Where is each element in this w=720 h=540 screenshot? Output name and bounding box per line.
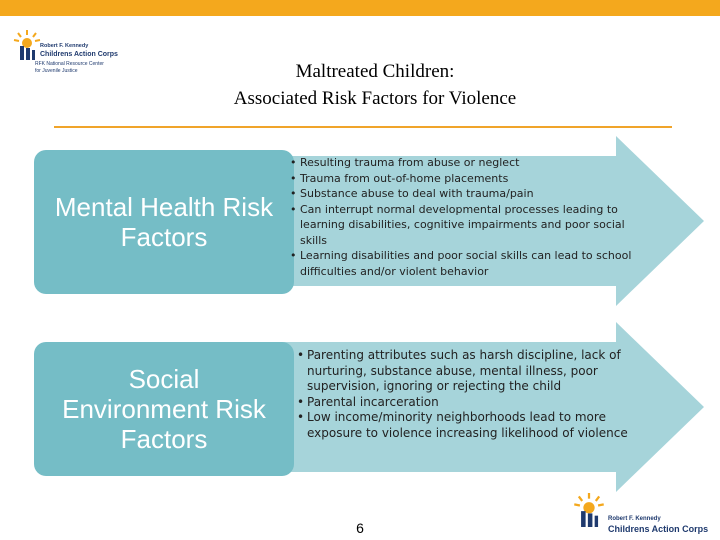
- bullet-item: • Parenting attributes such as harsh discipline, lack of nurturing, substance abuse, mental illness, poor supervision, ignoring or rejecting the child: [297, 348, 643, 395]
- mental-health-box: [34, 150, 294, 294]
- rfk-logo-bottom: [566, 488, 716, 540]
- bullet-item: • Low income/minority neighborhoods lead to more exposure to violence increasing likelihood of violence: [297, 410, 643, 441]
- mental-health-heading: Mental Health Risk Factors: [54, 192, 274, 252]
- sun-family-icon: [572, 490, 606, 530]
- logo-org-line: Childrens Action Corps: [40, 51, 118, 58]
- slide-title: [150, 58, 600, 112]
- logo-subtitle-line: RFK National Resource Center: [35, 61, 104, 67]
- page-number: 6: [356, 520, 364, 536]
- bullet-item: • Trauma from out-of-home placements: [290, 171, 640, 187]
- logo-org-line: Childrens Action Corps: [608, 524, 709, 534]
- title-line-2: Associated Risk Factors for Violence: [233, 88, 517, 109]
- top-accent-bar: [0, 0, 720, 16]
- bullet-item: • Can interrupt normal developmental processes leading to learning disabilities, cognitive impairments and poor social skills: [290, 202, 640, 249]
- social-environment-bullets: [297, 348, 643, 441]
- sun-family-icon: [12, 28, 42, 62]
- social-environment-heading: Social Environment Risk Factors: [62, 364, 266, 454]
- rfk-logo-top: [10, 26, 160, 80]
- mental-health-bullets: [290, 155, 640, 279]
- title-line-1: Maltreated Children:: [295, 61, 455, 82]
- logo-subtitle-line-2: for Juvenile Justice: [35, 68, 78, 74]
- bullet-item: • Substance abuse to deal with trauma/pain: [290, 186, 640, 202]
- logo-name-line: Robert F. Kennedy: [608, 516, 661, 522]
- bullet-item: • Parental incarceration: [297, 395, 643, 411]
- title-divider: [54, 126, 672, 128]
- social-environment-box: [34, 342, 294, 476]
- bullet-item: • Resulting trauma from abuse or neglect: [290, 155, 640, 171]
- logo-name-line: Robert F. Kennedy: [40, 43, 89, 49]
- bullet-item: • Learning disabilities and poor social skills can lead to school difficulties and/or violent behavior: [290, 248, 640, 279]
